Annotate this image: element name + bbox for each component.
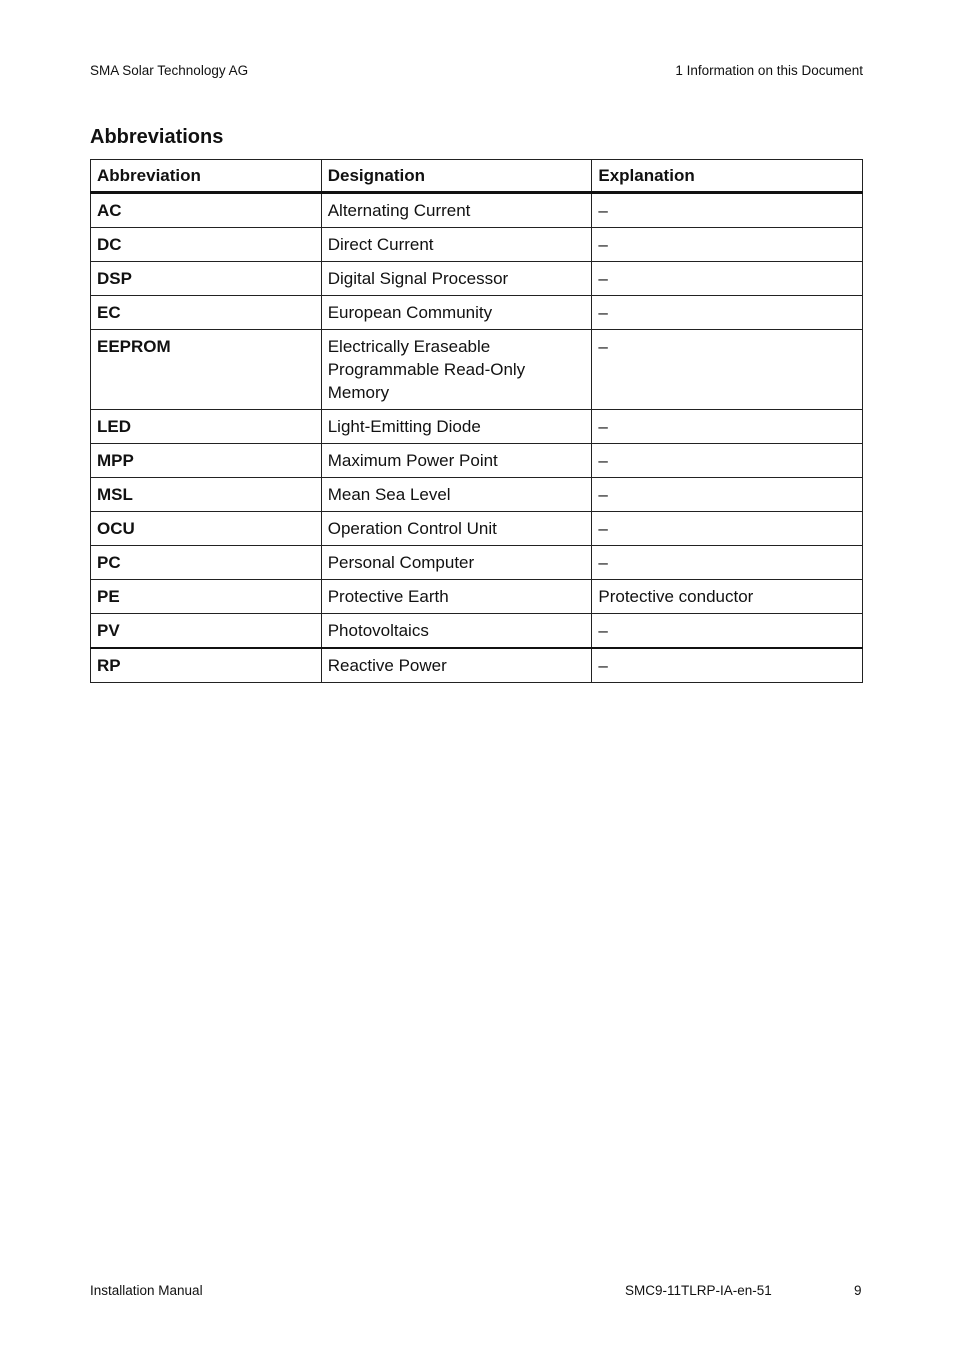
table-row: [91, 478, 863, 512]
cell-designation: Light-Emitting Diode: [321, 410, 592, 444]
cell-explanation: Protective conductor: [592, 580, 863, 614]
cell-abbreviation: MPP: [91, 444, 322, 478]
cell-explanation: –: [592, 296, 863, 330]
cell-explanation: –: [592, 193, 863, 228]
cell-explanation: –: [592, 228, 863, 262]
cell-explanation: –: [592, 614, 863, 649]
cell-abbreviation: DC: [91, 228, 322, 262]
cell-explanation: –: [592, 512, 863, 546]
table-row: [91, 410, 863, 444]
header-section: 1 Information on this Document: [675, 63, 863, 78]
table-row: [91, 193, 863, 228]
cell-explanation: –: [592, 262, 863, 296]
footer-doc-type: Installation Manual: [90, 1283, 203, 1298]
cell-abbreviation: EC: [91, 296, 322, 330]
cell-designation: Alternating Current: [321, 193, 592, 228]
cell-designation: Electrically Eraseable Programmable Read-Only Memory: [321, 330, 592, 410]
cell-abbreviation: PE: [91, 580, 322, 614]
cell-explanation: –: [592, 410, 863, 444]
table-row: [91, 614, 863, 649]
cell-abbreviation: AC: [91, 193, 322, 228]
cell-abbreviation: RP: [91, 648, 322, 683]
cell-abbreviation: EEPROM: [91, 330, 322, 410]
table-row: [91, 512, 863, 546]
cell-designation: Operation Control Unit: [321, 512, 592, 546]
cell-designation: Photovoltaics: [321, 614, 592, 649]
header-company: SMA Solar Technology AG: [90, 63, 249, 78]
table-row: [91, 296, 863, 330]
cell-explanation: –: [592, 546, 863, 580]
column-header-abbreviation: Abbreviation: [91, 160, 322, 193]
column-header-explanation: Explanation: [592, 160, 863, 193]
page-number: 9: [854, 1283, 862, 1298]
table-header-row: [91, 160, 863, 193]
cell-designation: Maximum Power Point: [321, 444, 592, 478]
cell-abbreviation: PV: [91, 614, 322, 649]
table-row: [91, 444, 863, 478]
cell-explanation: –: [592, 648, 863, 683]
footer-doc-code: SMC9-11TLRP-IA-en-51: [625, 1283, 772, 1298]
section-title: Abbreviations: [90, 126, 224, 148]
cell-designation: Mean Sea Level: [321, 478, 592, 512]
cell-abbreviation: PC: [91, 546, 322, 580]
cell-abbreviation: DSP: [91, 262, 322, 296]
table-row: [91, 228, 863, 262]
abbreviations-table: [90, 159, 863, 683]
cell-explanation: –: [592, 330, 863, 410]
table-row: [91, 262, 863, 296]
cell-designation: Reactive Power: [321, 648, 592, 683]
cell-abbreviation: OCU: [91, 512, 322, 546]
cell-abbreviation: LED: [91, 410, 322, 444]
cell-designation: Direct Current: [321, 228, 592, 262]
cell-designation: Personal Computer: [321, 546, 592, 580]
cell-designation: European Community: [321, 296, 592, 330]
table-row: [91, 580, 863, 614]
cell-designation: Digital Signal Processor: [321, 262, 592, 296]
cell-explanation: –: [592, 444, 863, 478]
table-row: [91, 546, 863, 580]
cell-abbreviation: MSL: [91, 478, 322, 512]
cell-explanation: –: [592, 478, 863, 512]
table-row: [91, 648, 863, 683]
table-row: [91, 330, 863, 410]
column-header-designation: Designation: [321, 160, 592, 193]
cell-designation: Protective Earth: [321, 580, 592, 614]
table-body: [91, 193, 863, 683]
